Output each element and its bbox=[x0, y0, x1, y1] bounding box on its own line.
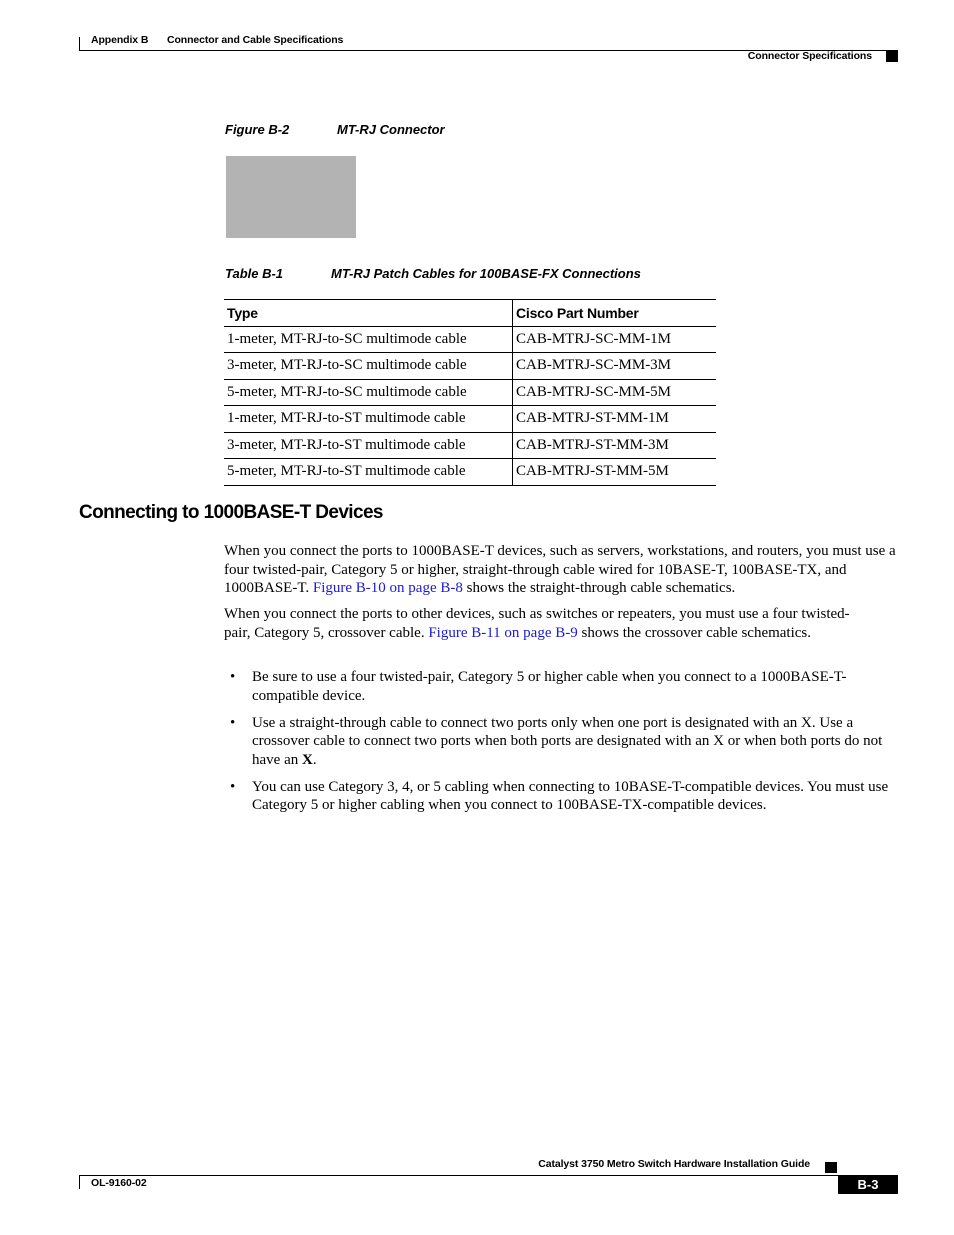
footer-left-vertical-rule bbox=[79, 1175, 80, 1189]
header-left-vertical-rule bbox=[79, 37, 80, 50]
bullet-icon: • bbox=[230, 714, 236, 731]
list-item-text: . bbox=[312, 751, 317, 768]
list-item-bold-text: X bbox=[301, 751, 313, 768]
bullet-list bbox=[224, 668, 899, 823]
cell-part-number: CAB-MTRJ-SC-MM-5M bbox=[513, 379, 717, 406]
list-item-text: Use a straight-through cable to connect two ports only when one port is designated with an X. Use a crossover cable to connect two ports when both ports are designated with an X or when both ports do not have an bbox=[252, 714, 883, 768]
figure-title: MT-RJ Connector bbox=[337, 122, 445, 137]
header-chapter-title: Connector and Cable Specifications bbox=[167, 34, 344, 46]
cell-type: 5-meter, MT-RJ-to-ST multimode cable bbox=[224, 459, 513, 486]
list-item bbox=[224, 714, 899, 770]
footer-guide-title: Catalyst 3750 Metro Switch Hardware Installation Guide bbox=[538, 1158, 810, 1170]
bullet-icon: • bbox=[230, 669, 236, 685]
list-item-text: Be sure to use a four twisted-pair, Category 5 or higher cable when you connect to a 1000BASE-T-compatible device. bbox=[252, 669, 847, 704]
bullet-icon: • bbox=[230, 778, 236, 795]
patch-cable-table bbox=[224, 299, 716, 486]
header-marker-block bbox=[886, 51, 898, 62]
paragraph-text: shows the crossover cable schematics. bbox=[577, 624, 812, 641]
table-row bbox=[224, 353, 716, 380]
column-header-type: Type bbox=[224, 300, 513, 327]
paragraph-text: When you connect the ports to 1000BASE-T devices, such as servers, workstations, and routers, you must use a four twisted-pair, Category 5 or higher, straight-through cable wired for 10BASE-T, 100BASE-TX, and 1000BASE-T. bbox=[224, 543, 896, 596]
table-row bbox=[224, 432, 716, 459]
table-label: Table B-1 bbox=[225, 266, 284, 281]
cell-part-number: CAB-MTRJ-ST-MM-3M bbox=[513, 432, 717, 459]
table-row bbox=[224, 459, 716, 486]
cell-type: 1-meter, MT-RJ-to-ST multimode cable bbox=[224, 406, 513, 433]
figure-label: Figure B-2 bbox=[225, 122, 290, 137]
table-row bbox=[224, 406, 716, 433]
cell-part-number: CAB-MTRJ-SC-MM-3M bbox=[513, 353, 717, 380]
page-number-badge bbox=[838, 1175, 898, 1194]
table-header-row bbox=[224, 300, 716, 327]
list-item-text: You can use Category 3, 4, or 5 cabling when connecting to 10BASE-T-compatible devices. You must use Category 5 or higher cabling when you connect to 100BASE-TX-compatible devices. bbox=[252, 778, 889, 813]
list-item bbox=[224, 668, 899, 705]
paragraph-straight-through bbox=[224, 542, 902, 598]
cell-type: 5-meter, MT-RJ-to-SC multimode cable bbox=[224, 379, 513, 406]
figure-b11-link[interactable]: Figure B-11 on page B-9 bbox=[428, 624, 578, 641]
table-title: MT-RJ Patch Cables for 100BASE-FX Connections bbox=[331, 266, 641, 281]
cell-part-number: CAB-MTRJ-ST-MM-5M bbox=[513, 459, 717, 486]
footer-doc-number: OL-9160-02 bbox=[91, 1177, 147, 1189]
cell-type: 1-meter, MT-RJ-to-SC multimode cable bbox=[224, 326, 513, 353]
paragraph-crossover bbox=[224, 605, 864, 642]
table-row bbox=[224, 326, 716, 353]
footer-marker-block bbox=[825, 1162, 837, 1173]
cell-type: 3-meter, MT-RJ-to-SC multimode cable bbox=[224, 353, 513, 380]
figure-b10-link[interactable]: Figure B-10 on page B-8 bbox=[312, 580, 463, 596]
header-section-title: Connector Specifications bbox=[747, 50, 872, 62]
table-row bbox=[224, 379, 716, 406]
page-number: B-3 bbox=[857, 1177, 879, 1192]
section-heading: Connecting to 1000BASE-T Devices bbox=[79, 502, 383, 523]
cell-part-number: CAB-MTRJ-ST-MM-1M bbox=[513, 406, 717, 433]
list-item bbox=[224, 778, 899, 815]
header-appendix: Appendix B bbox=[91, 34, 149, 46]
cell-type: 3-meter, MT-RJ-to-ST multimode cable bbox=[224, 432, 513, 459]
footer-rule bbox=[79, 1175, 898, 1176]
figure-image-placeholder bbox=[226, 156, 356, 238]
cell-part-number: CAB-MTRJ-SC-MM-1M bbox=[513, 326, 717, 353]
column-header-part-number: Cisco Part Number bbox=[513, 300, 717, 327]
paragraph-text: When you connect the ports to other devices, such as switches or repeaters, you must use a four twisted-pair, Category 5, crossover cable. bbox=[224, 606, 850, 641]
paragraph-text: shows the straight-through cable schematics. bbox=[462, 580, 736, 596]
